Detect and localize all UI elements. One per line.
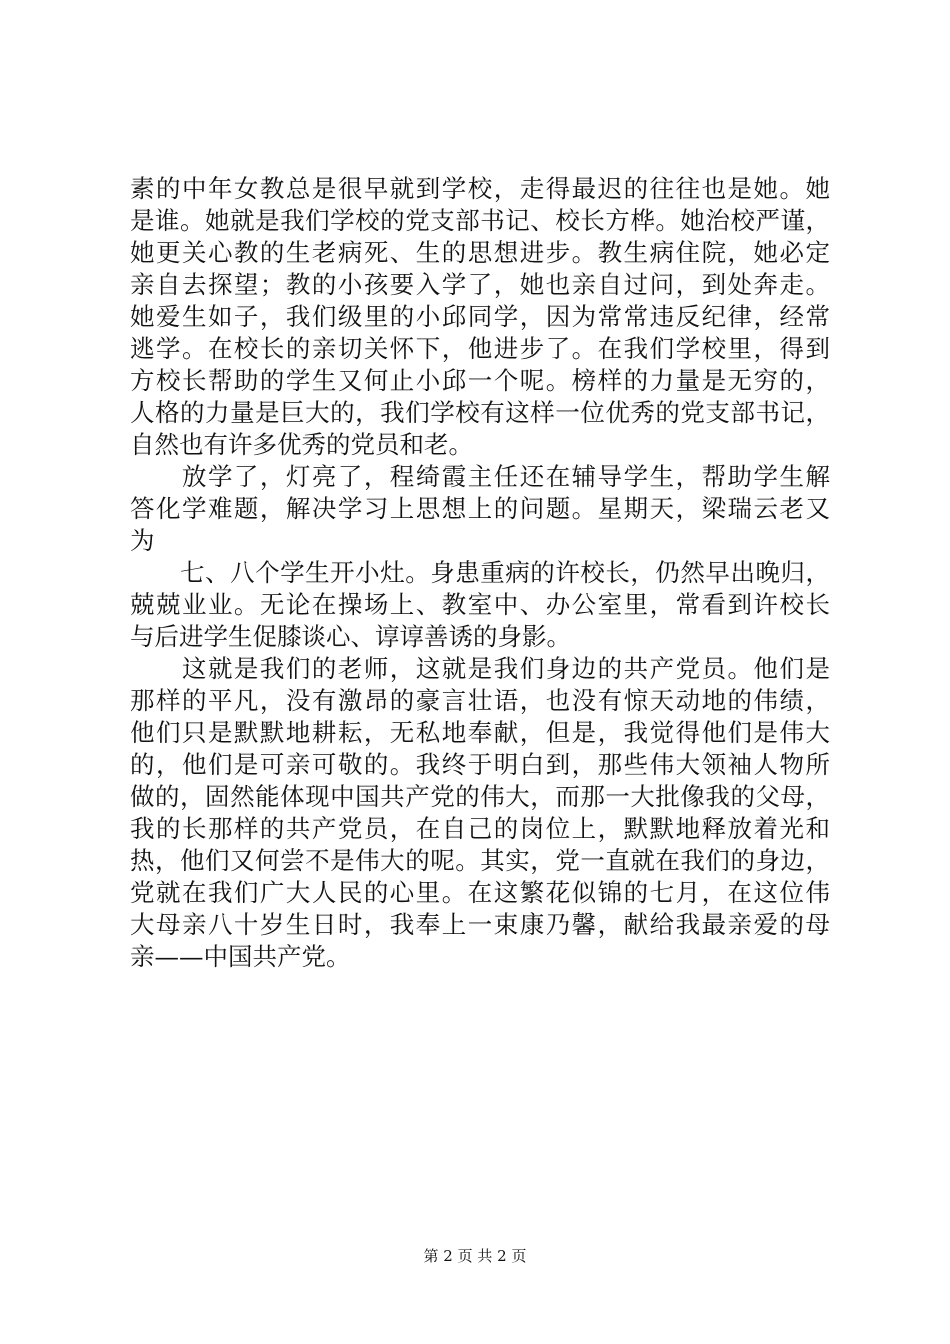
text-line: 方校长帮助的学生又何止小邱一个呢。榜样的力量是无穷的， (130, 366, 830, 395)
text-line: 党就在我们广大人民的心里。在这繁花似锦的七月，在这位伟 (130, 878, 830, 907)
text-line: 那样的平凡，没有激昂的豪言壮语，也没有惊天动地的伟绩， (130, 686, 830, 715)
text-line: 答化学难题，解决学习上思想上的问题。星期天，梁瑞云老又 (130, 494, 830, 523)
text-line: 她爱生如子，我们级里的小邱同学，因为常常违反纪律，经常 (130, 302, 830, 331)
text-line: 亲自去探望；教的小孩要入学了，她也亲自过问，到处奔走。 (130, 270, 830, 299)
text-line: 人格的力量是巨大的，我们学校有这样一位优秀的党支部书记， (130, 398, 830, 427)
text-line: 逃学。在校长的亲切关怀下，他进步了。在我们学校里，得到 (130, 334, 830, 363)
text-line: 七、八个学生开小灶。身患重病的许校长，仍然早出晚归， (130, 558, 830, 587)
text-line: 亲——中国共产党。 (130, 942, 351, 971)
page-number: 第 2 页 共 2 页 (423, 1247, 527, 1265)
text-line: 他们只是默默地耕耘，无私地奉献，但是，我觉得他们是伟大 (130, 718, 830, 747)
text-line: 她更关心教的生老病死、生的思想进步。教生病住院，她必定 (130, 238, 830, 267)
text-line: 这就是我们的老师，这就是我们身边的共产党员。他们是 (130, 654, 830, 683)
text-line: 与后进学生促膝谈心、谆谆善诱的身影。 (130, 622, 571, 651)
text-line: 放学了，灯亮了，程绮霞主任还在辅导学生，帮助学生解 (130, 462, 830, 491)
text-line: 做的，固然能体现中国共产党的伟大，而那一大批像我的父母， (130, 782, 830, 811)
text-line: 兢兢业业。无论在操场上、教室中、办公室里，常看到许校长 (130, 590, 830, 619)
body-text (130, 173, 830, 973)
text-line: 素的中年女教总是很早就到学校，走得最迟的往往也是她。她 (130, 174, 830, 203)
text-line: 热，他们又何尝不是伟大的呢。其实，党一直就在我们的身边， (130, 846, 830, 875)
text-line: 大母亲八十岁生日时，我奉上一束康乃馨，献给我最亲爱的母 (130, 910, 830, 939)
text-line: 我的长那样的共产党员，在自己的岗位上，默默地释放着光和 (130, 814, 830, 843)
page-footer (0, 1246, 950, 1266)
text-line: 的，他们是可亲可敬的。我终于明白到，那些伟大领袖人物所 (130, 750, 830, 779)
text-line: 自然也有许多优秀的党员和老。 (130, 430, 473, 459)
text-line: 为 (130, 526, 155, 555)
text-line: 是谁。她就是我们学校的党支部书记、校长方桦。她治校严谨， (130, 206, 830, 235)
